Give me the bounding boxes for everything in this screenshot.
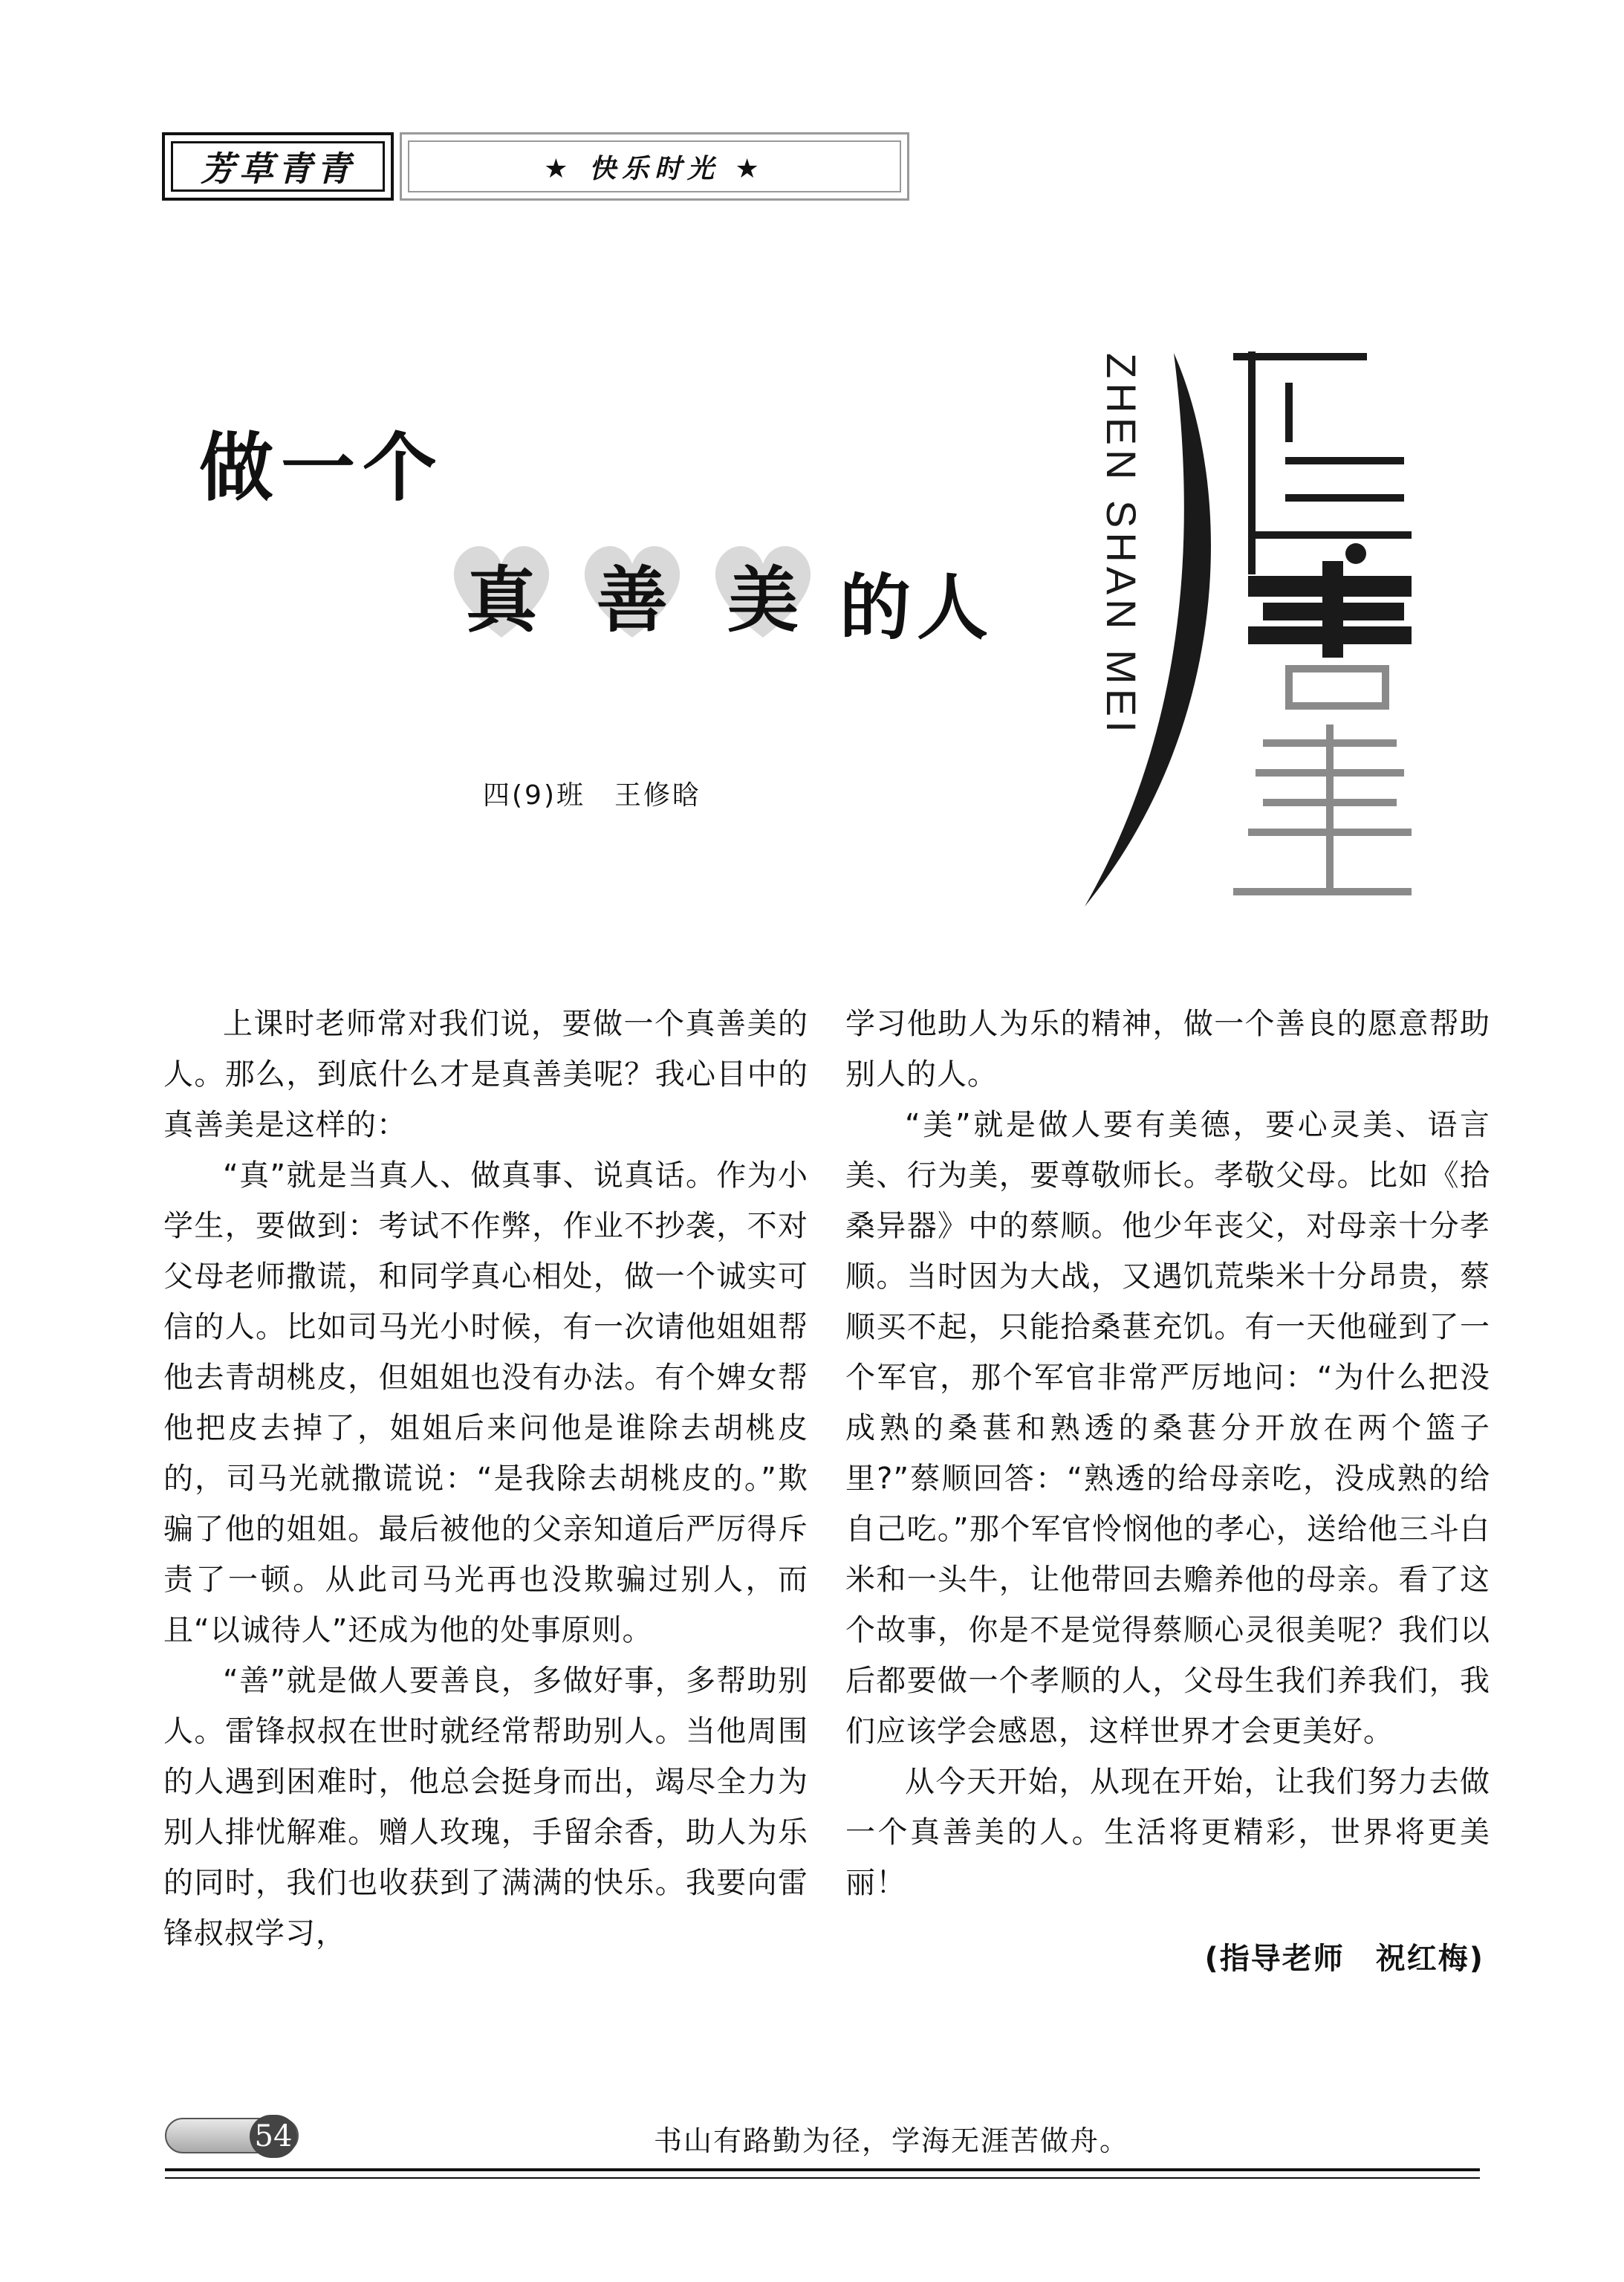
title-char-mei: 美 bbox=[727, 559, 799, 642]
paragraph: “美”就是做人要有美德，要心灵美、语言美、行为美，要尊敬师长。孝敬父母。比如《拾桑异器》中的蔡顺。他少年丧父，对母亲十分孝顺。当时因为大战，又遇饥荒柴米十分昂贵，蔡顺买不起，只能拾桑葚充饥。有一天他碰到了一个军官，那个军官非常严厉地问：“为什么把没成熟的桑葚和熟透的桑葚分开放在两个篮子里?”蔡顺回答：“熟透的给母亲吃，没成熟的给自己吃。”那个军官怜悯他的孝心，送给他三斗白米和一头牛，让他带回去赡养他的母亲。看了这个故事，你是不是觉得蔡顺心灵很美呢？我们以后都要做一个孝顺的人，父母生我们养我们，我们应该学会感恩，这样世界才会更美好。 bbox=[845, 1108, 1490, 1748]
paragraph: 学习他助人为乐的精神，做一个善良的愿意帮助别人的人。 bbox=[845, 1007, 1490, 1092]
author-byline: 四(9)班 王修晗 bbox=[483, 780, 701, 811]
title-line1: 做一个 bbox=[199, 424, 444, 511]
column-name: 芳草青青 bbox=[171, 141, 385, 192]
title-line2-rest: 的人 bbox=[839, 566, 994, 649]
title-char-shan: 善 bbox=[597, 559, 668, 642]
title-heart-group bbox=[446, 535, 832, 676]
paragraph: “真”就是当真人、做真事、说真话。作为小学生，要做到：考试不作弊，作业不抄袭，不对父母老师撒谎，和同学真心相处，做一个诚实可信的人。比如司马光小时候，有一次请他姐姐帮他去青胡桃皮，但姐姐也没有办法。有个婢女帮他把皮去掉了，姐姐后来问他是谁除去胡桃皮的，司马光就撒谎说：“是我除去胡桃皮的。”欺骗了他的姐姐。最后被他的父亲知道后严厉得斥责了一顿。从此司马光再也没欺骗过别人，而且“以诚待人”还成为他的处事原则。 bbox=[163, 1158, 808, 1647]
page-number: 54 bbox=[250, 2115, 297, 2158]
paragraph: 上课时老师常对我们说，要做一个真善美的人。那么，到底什么才是真善美呢？我心目中的真善美是这样的： bbox=[163, 1007, 808, 1142]
footer-rule bbox=[165, 2177, 1480, 2179]
section-banner bbox=[400, 132, 909, 201]
title-char-zhen: 真 bbox=[466, 559, 537, 642]
column-banner bbox=[162, 132, 394, 201]
paragraph: 从今天开始，从现在开始，让我们努力去做一个真善美的人。生活将更精彩，世界将更美丽！ bbox=[845, 1765, 1490, 1900]
svg-text:ZHEN SHAN MEI: ZHEN SHAN MEI bbox=[1098, 353, 1145, 737]
paragraph: “善”就是做人要善良，多做好事，多帮助别人。雷锋叔叔在世时就经常帮助别人。当他周围的人遇到困难时，他总会挺身而出，竭尽全力为别人排忧解难。赠人玫瑰，手留余香，助人为乐的同时，我们也收获到了满满的快乐。我要向雷锋叔叔学习， bbox=[163, 1664, 808, 1951]
footer-rule bbox=[165, 2168, 1480, 2171]
section-name: ★ 快乐时光 ★ bbox=[408, 140, 901, 192]
body-column-right bbox=[845, 999, 1490, 1908]
body-column-left bbox=[163, 999, 808, 1959]
teacher-credit: (指导老师 祝红梅) bbox=[1204, 1942, 1484, 1976]
zhen-shan-mei-logo bbox=[1062, 338, 1434, 918]
footer-motto: 书山有路勤为径，学海无涯苦做舟。 bbox=[654, 2124, 1130, 2157]
